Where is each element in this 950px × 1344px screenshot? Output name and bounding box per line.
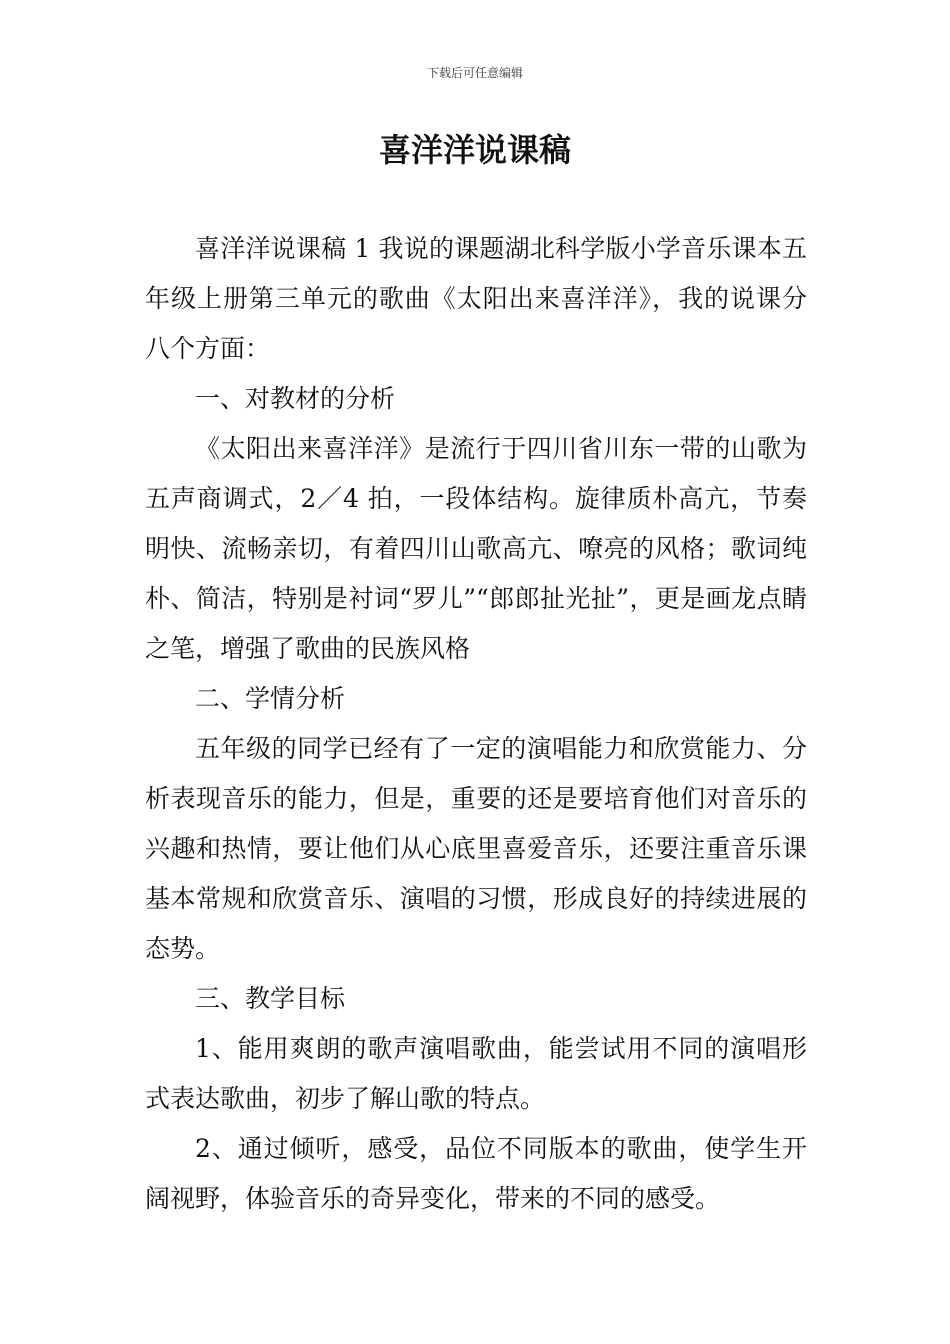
section-heading-teaching-goals: 三、教学目标 [195, 984, 346, 1013]
header-note: 下载后可任意编辑 [426, 66, 523, 80]
paragraph-student-analysis: 五年级的同学已经有了一定的演唱能力和欣赏能力、分析表现音乐的能力，但是，重要的还是要培育他们对音乐的兴趣和热情，要让他们从心底里喜爱音乐，还要注重音乐课基本常规和欣赏音乐、演唱的习惯，形成良好的持续进展的态势。 [145, 734, 807, 963]
section-heading-material-analysis: 一、对教材的分析 [195, 384, 396, 413]
document-body [145, 224, 807, 1224]
paragraph-material-analysis: 《太阳出来喜洋洋》是流行于四川省川东一带的山歌为五声商调式，2／4 拍，一段体结构。旋律质朴高亢，节奏明快、流畅亲切，有着四川山歌高亢、嘹亮的风格；歌词纯朴、简洁，特别是衬词“罗儿”“郎郎扯光扯”，更是画龙点睛之笔，增强了歌曲的民族风格 [145, 434, 807, 663]
document-title: 喜洋洋说课稿 [378, 131, 571, 169]
section-heading-student-analysis: 二、学情分析 [195, 684, 346, 713]
paragraph-goal-1: 1、能用爽朗的歌声演唱歌曲，能尝试用不同的演唱形式表达歌曲，初步了解山歌的特点。 [145, 1034, 807, 1113]
paragraph-goal-2: 2、通过倾听，感受，品位不同版本的歌曲，使学生开阔视野，体验音乐的奇异变化，带来的不同的感受。 [145, 1134, 807, 1213]
paragraph-intro: 喜洋洋说课稿 1 我说的课题湖北科学版小学音乐课本五年级上册第三单元的歌曲《太阳出来喜洋洋》，我的说课分八个方面： [145, 234, 807, 363]
